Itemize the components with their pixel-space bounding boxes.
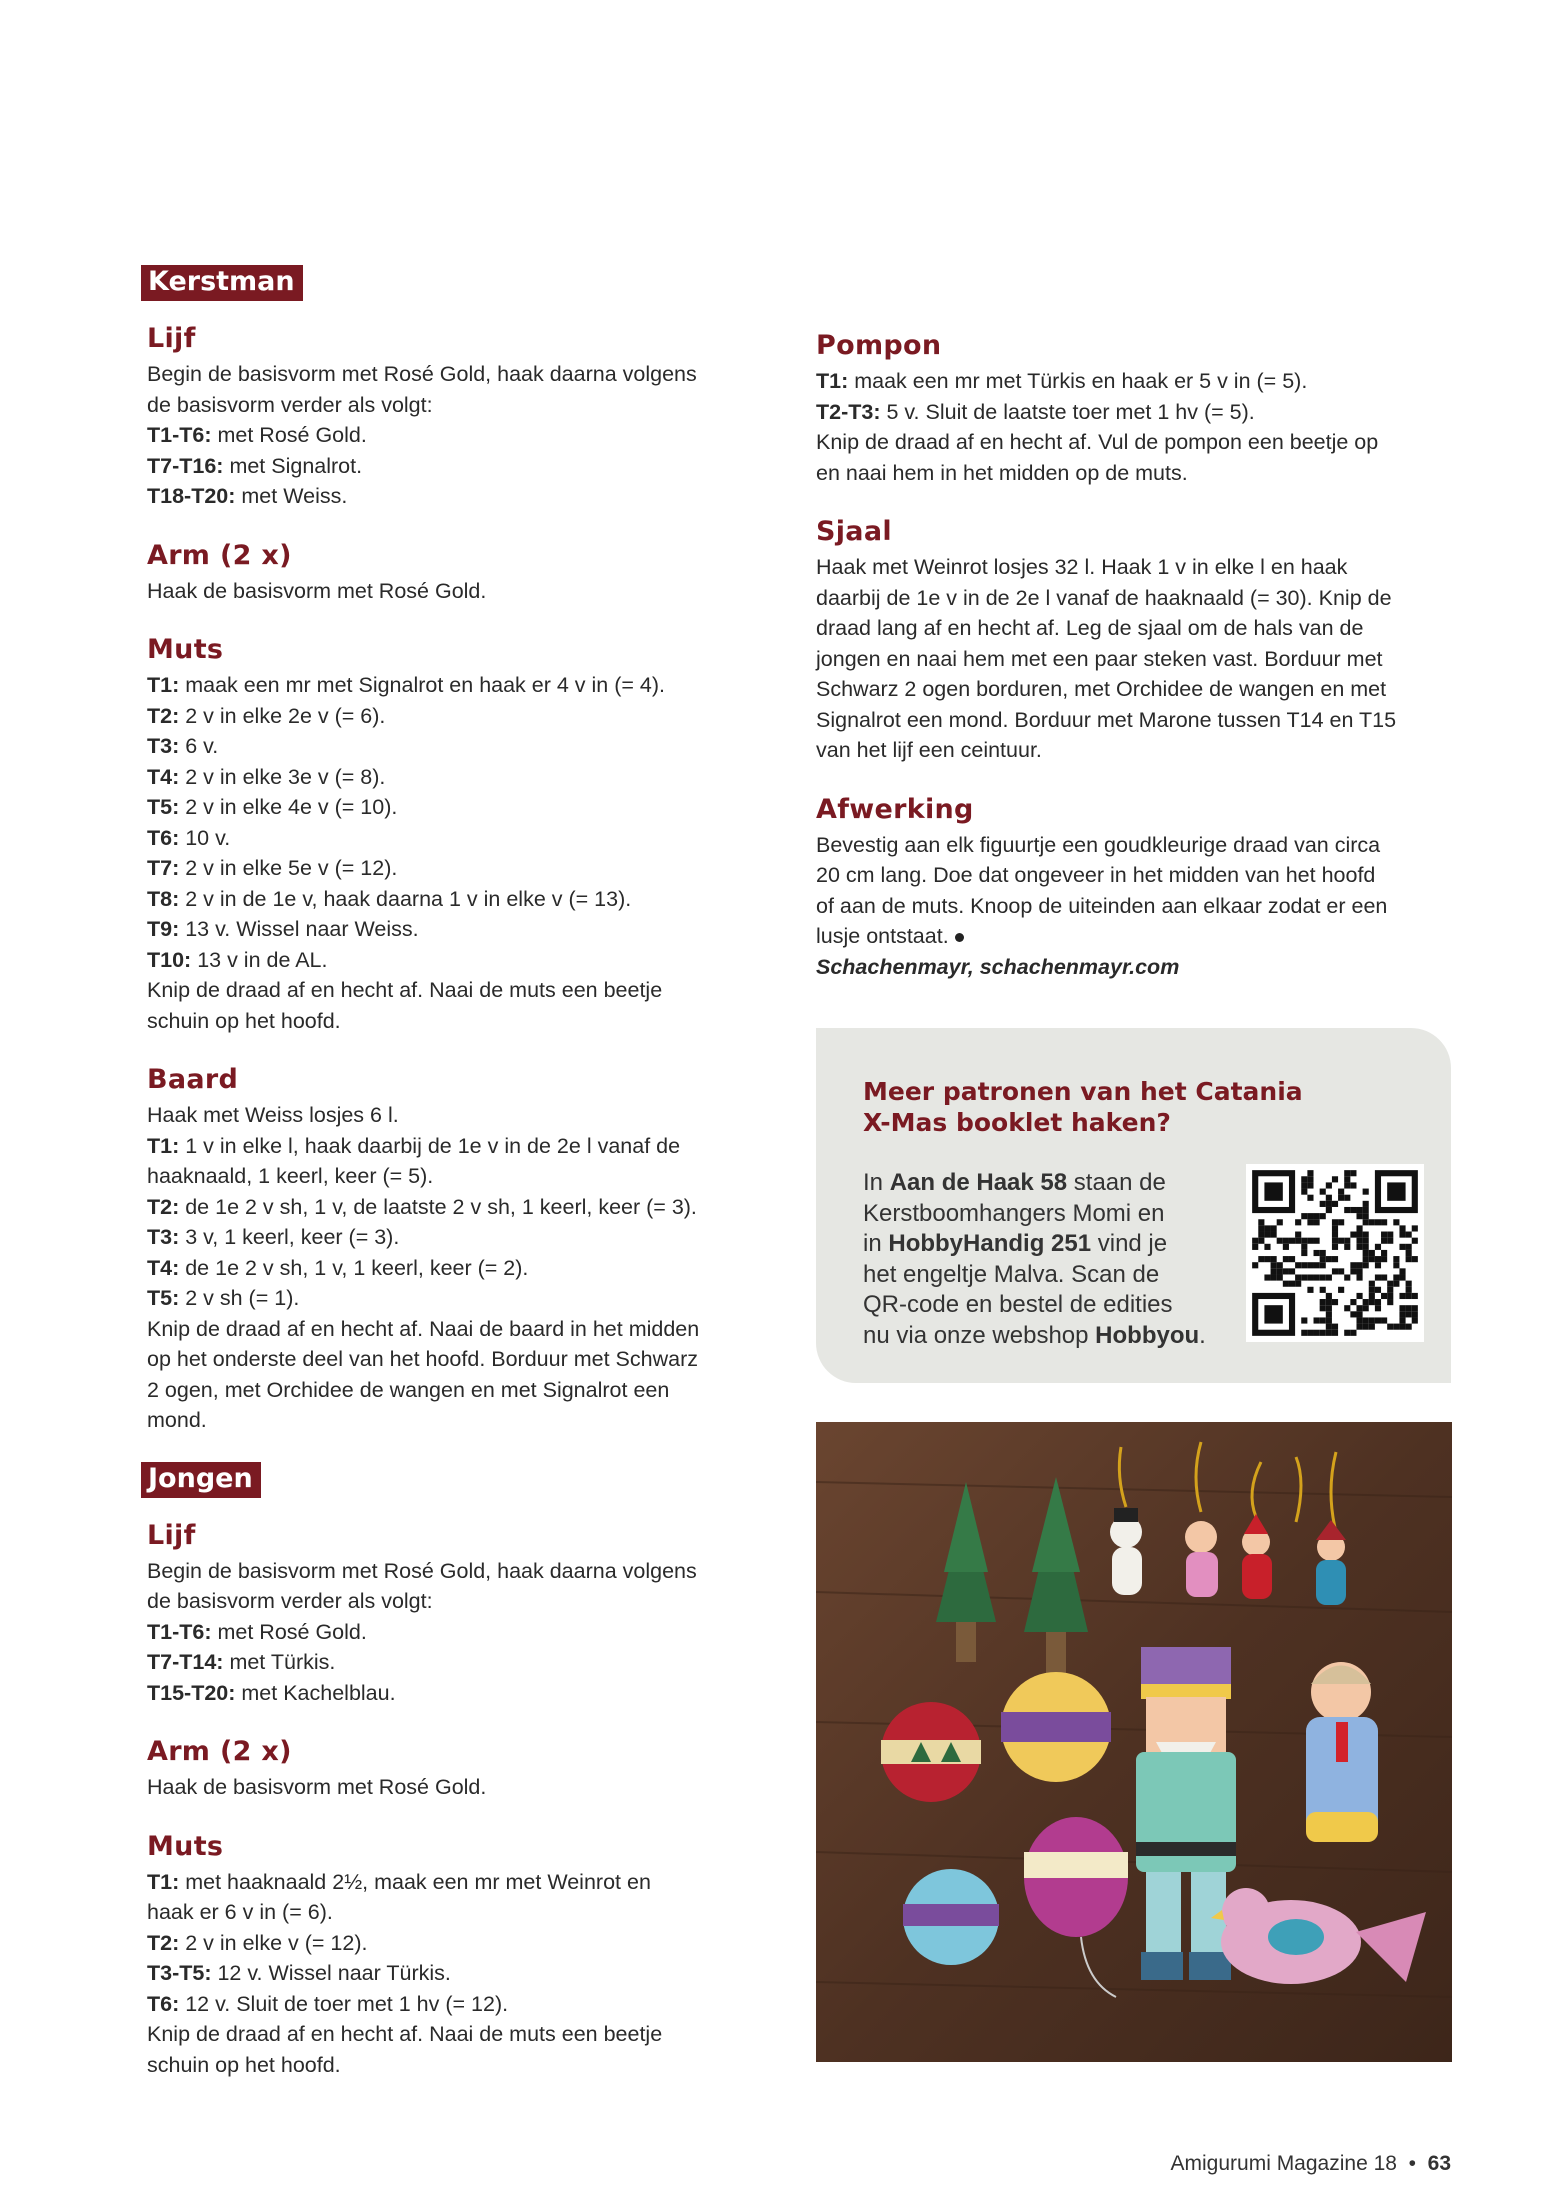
instruction-text: Bevestig aan elk figuurtje een goudkleurige draad van circa	[816, 832, 1381, 857]
instruction-text: 1 v in elke l, haak daarbij de 1e v in de 2e l vanaf de	[179, 1133, 681, 1158]
instruction-text: maak een mr met Signalrot en haak er 4 v in (= 4).	[179, 673, 666, 697]
instruction-line	[816, 705, 1456, 736]
instruction-text: Signalrot een mond. Borduur met Marone tussen T14 en T15	[816, 707, 1397, 732]
instruction-text: 10 v.	[179, 825, 231, 850]
instruction-text: haak er 6 v in (= 6).	[147, 1900, 333, 1924]
instruction-text: haaknaald, 1 keerl, keer (= 5).	[147, 1164, 434, 1188]
round-label: T4:	[147, 764, 180, 789]
round-label: T1-T6:	[147, 1619, 212, 1644]
round-label: T7:	[147, 856, 180, 880]
instruction-text: 2 ogen, met Orchidee de wangen en met Signalrot een	[147, 1377, 670, 1402]
jongen-section-lijf	[147, 1520, 767, 1709]
round-label: T2:	[147, 703, 180, 728]
instruction-line	[816, 735, 1456, 766]
instruction-text: van het lijf een ceintuur.	[816, 738, 1042, 762]
round-label: T2-T3:	[816, 399, 881, 424]
instruction-text: Haak de basisvorm met Rosé Gold.	[147, 1775, 487, 1799]
round-label: T1:	[147, 673, 180, 697]
promo-title-line2: X-Mas booklet haken?	[863, 1108, 1171, 1137]
right-section-sjaal	[816, 516, 1456, 766]
promo-link-hobbyhandig: HobbyHandig 251	[888, 1230, 1092, 1257]
instruction-line	[147, 1958, 767, 1989]
instruction-line	[147, 945, 767, 976]
instruction-text: Begin de basisvorm met Rosé Gold, haak daarna volgens	[147, 1558, 697, 1583]
instruction-text: op het onderste deel van het hoofd. Borduur met Schwarz	[147, 1347, 698, 1371]
instruction-text: 2 v sh (= 1).	[179, 1286, 300, 1310]
instruction-text: de 1e 2 v sh, 1 v, de laatste 2 v sh, 1 keerl, keer (= 3).	[179, 1194, 697, 1219]
qr-code-icon[interactable]	[1246, 1164, 1424, 1342]
right-column	[816, 330, 1456, 982]
instruction-line	[147, 1314, 767, 1345]
instruction-line	[147, 914, 767, 945]
instruction-line	[147, 1678, 767, 1709]
round-label: T1:	[147, 1869, 180, 1894]
left-column	[147, 265, 767, 2080]
jongen-sections	[147, 1520, 767, 2081]
section-heading: Arm (2 x)	[147, 539, 292, 571]
round-label: T8:	[147, 886, 180, 911]
instruction-text: mond.	[147, 1408, 207, 1432]
instruction-line	[816, 552, 1456, 583]
promo-title-line1: Meer patronen van het Catania	[863, 1077, 1303, 1106]
instruction-line	[147, 1283, 767, 1314]
round-label: T1:	[147, 1133, 180, 1158]
instruction-text: 2 v in elke v (= 12).	[179, 1930, 368, 1955]
instruction-line	[147, 1989, 767, 2020]
magazine-name: Amigurumi Magazine 18	[1170, 2152, 1397, 2175]
page-number: 63	[1427, 2152, 1451, 2175]
instruction-line	[816, 830, 1456, 861]
section-heading: Muts	[147, 634, 224, 665]
section-heading: Sjaal	[816, 516, 892, 547]
instruction-line	[147, 1161, 767, 1192]
instruction-line	[816, 891, 1456, 922]
section-heading: Afwerking	[816, 793, 974, 825]
instruction-line	[816, 427, 1456, 458]
section-heading: Muts	[147, 1830, 224, 1862]
section-heading: Lijf	[147, 323, 196, 354]
instruction-line	[147, 823, 767, 854]
page-footer	[1171, 2152, 1452, 2176]
instruction-text: Knip de draad af en hecht af. Vul de pompon een beetje op	[816, 430, 1379, 454]
instruction-line	[147, 853, 767, 884]
instruction-text: 3 v, 1 keerl, keer (= 3).	[179, 1225, 400, 1249]
round-label: T3:	[147, 734, 180, 758]
right-sections	[816, 330, 1456, 952]
instruction-text: schuin op het hoofd.	[147, 2052, 341, 2077]
promo-link-hobbyou: Hobbyou	[1095, 1321, 1200, 1349]
instruction-text: Begin de basisvorm met Rosé Gold, haak daarna volgens	[147, 362, 697, 386]
instruction-line	[816, 674, 1456, 705]
round-label: T10:	[147, 947, 192, 972]
instruction-line	[147, 1928, 767, 1959]
instruction-line	[147, 1586, 767, 1617]
instruction-text: 2 v in elke 4e v (= 10).	[179, 795, 398, 819]
instruction-line	[816, 397, 1456, 428]
instruction-line	[147, 792, 767, 823]
footer-separator: •	[1408, 2152, 1416, 2175]
round-label: T6:	[147, 825, 180, 850]
angel-ornament-small	[1185, 1521, 1218, 1597]
instruction-line	[147, 420, 767, 451]
round-label: T18-T20:	[147, 484, 236, 508]
instruction-text: met Signalrot.	[223, 453, 363, 478]
instruction-line	[147, 1100, 767, 1131]
round-label: T7-T16:	[147, 453, 224, 478]
instruction-line	[816, 613, 1456, 644]
right-section-pompon	[816, 330, 1456, 488]
instruction-line	[147, 1344, 767, 1375]
instruction-text: 20 cm lang. Doe dat ongeveer in het midden van het hoofd	[816, 863, 1376, 887]
round-label: T15-T20:	[147, 1680, 236, 1705]
instruction-text: Haak met Weiss losjes 6 l.	[147, 1103, 399, 1127]
instruction-text: jongen en naai hem met een paar steken vast. Borduur met	[816, 646, 1383, 671]
instruction-text: met Rosé Gold.	[211, 423, 367, 447]
kerstman-section-baard	[147, 1064, 767, 1436]
instruction-line	[147, 884, 767, 915]
instruction-text: Knip de draad af en hecht af. Naai de baard in het midden	[147, 1316, 700, 1341]
round-label: T6:	[147, 1991, 180, 2016]
round-label: T5:	[147, 795, 180, 819]
instruction-text: of aan de muts. Knoop de uiteinden aan elkaar zodat er een	[816, 893, 1388, 918]
angel-figure-large	[1306, 1662, 1378, 1842]
section-badge-jongen: Jongen	[141, 1462, 261, 1498]
round-label: T3:	[147, 1225, 180, 1249]
instruction-line	[816, 458, 1456, 489]
bauble-purple-yellow	[1001, 1672, 1111, 1782]
instruction-text: 6 v.	[179, 734, 219, 758]
snowman-ornament	[1110, 1508, 1142, 1595]
instruction-line	[147, 701, 767, 732]
instruction-text: met Kachelblau.	[235, 1680, 396, 1705]
instruction-line	[147, 670, 767, 701]
instruction-line	[147, 1405, 767, 1436]
instruction-text: 2 v in elke 5e v (= 12).	[179, 856, 398, 880]
kerstman-section-arm-2-x	[147, 540, 767, 607]
instruction-text: daarbij de 1e v in de 2e l vanaf de haaknaald (= 30). Knip de	[816, 585, 1392, 610]
instruction-text: 2 v in de 1e v, haak daarna 1 v in elke v (= 13).	[179, 886, 632, 911]
jongen-section-arm-2-x	[147, 1736, 767, 1803]
instruction-line	[816, 366, 1456, 397]
instruction-line	[816, 583, 1456, 614]
kerstman-sections	[147, 323, 767, 1436]
end-bullet-icon	[955, 933, 964, 942]
instruction-line	[816, 921, 1456, 952]
instruction-text: Haak met Weinrot losjes 32 l. Haak 1 v in elke l en haak	[816, 555, 1348, 579]
instruction-line	[147, 2019, 767, 2050]
instruction-line	[147, 451, 767, 482]
instruction-line	[147, 1253, 767, 1284]
instruction-text: 13 v in de AL.	[191, 947, 328, 972]
instruction-text: de basisvorm verder als volgt:	[147, 1589, 433, 1613]
instruction-line	[816, 644, 1456, 675]
instruction-line	[147, 1222, 767, 1253]
instruction-text: 2 v in elke 3e v (= 8).	[179, 764, 386, 789]
section-badge-kerstman: Kerstman	[141, 265, 303, 301]
instruction-text: 5 v. Sluit de laatste toer met 1 hv (= 5).	[880, 399, 1255, 424]
instruction-text: draad lang af en hecht af. Leg de sjaal om de hals van de	[816, 616, 1364, 640]
kerstman-section-lijf	[147, 323, 767, 512]
instruction-text: met haaknaald 2½, maak een mr met Weinrot en	[179, 1869, 651, 1894]
instruction-text: met Rosé Gold.	[211, 1619, 367, 1644]
instruction-line	[147, 1006, 767, 1037]
instruction-line	[147, 1897, 767, 1928]
round-label: T5:	[147, 1286, 180, 1310]
round-label: T7-T14:	[147, 1650, 224, 1674]
credit-line: Schachenmayr, schachenmayr.com	[816, 954, 1180, 979]
instruction-line	[147, 1375, 767, 1406]
section-heading: Baard	[147, 1064, 239, 1095]
kerstman-section-muts	[147, 634, 767, 1036]
right-section-afwerking	[816, 794, 1456, 952]
instruction-text: Haak de basisvorm met Rosé Gold.	[147, 578, 487, 603]
round-label: T9:	[147, 917, 180, 941]
instruction-text: Knip de draad af en hecht af. Naai de muts een beetje	[147, 978, 663, 1002]
instruction-line	[147, 1772, 767, 1803]
instruction-line	[147, 1131, 767, 1162]
round-label: T3-T5:	[147, 1961, 212, 1985]
promo-box	[816, 1028, 1451, 1383]
round-label: T2:	[147, 1930, 180, 1955]
bauble-red	[881, 1702, 981, 1802]
round-label: T4:	[147, 1255, 180, 1280]
instruction-line	[147, 1867, 767, 1898]
instruction-line	[147, 390, 767, 421]
round-label: T1:	[816, 369, 849, 393]
instruction-line	[147, 359, 767, 390]
round-label: T2:	[147, 1194, 180, 1219]
section-heading: Lijf	[147, 1519, 196, 1551]
instruction-text: lusje ontstaat.	[816, 924, 949, 948]
instruction-text: Knip de draad af en hecht af. Naai de muts een beetje	[147, 2022, 663, 2046]
instruction-text: maak een mr met Türkis en haak er 5 v in (= 5).	[848, 369, 1308, 393]
instruction-text: 13 v. Wissel naar Weiss.	[179, 917, 419, 941]
instruction-line	[147, 975, 767, 1006]
instruction-line	[147, 1192, 767, 1223]
instruction-text: 12 v. Wissel naar Türkis.	[211, 1961, 451, 1985]
instruction-text: 12 v. Sluit de toer met 1 hv (= 12).	[179, 1991, 509, 2016]
instruction-text: met Türkis.	[223, 1650, 336, 1674]
crochet-ornaments-photo	[816, 1422, 1452, 2062]
instruction-text: schuin op het hoofd.	[147, 1008, 341, 1033]
section-heading: Pompon	[816, 330, 942, 361]
section-heading: Arm (2 x)	[147, 1736, 292, 1767]
instruction-line	[147, 576, 767, 607]
round-label: T1-T6:	[147, 423, 212, 447]
instruction-line	[147, 481, 767, 512]
instruction-text: Schwarz 2 ogen borduren, met Orchidee de wangen en met	[816, 677, 1387, 701]
instruction-line	[147, 731, 767, 762]
instruction-text: en naai hem in het midden op de muts.	[816, 460, 1188, 485]
instruction-line	[147, 762, 767, 793]
instruction-line	[147, 2050, 767, 2081]
instruction-text: de 1e 2 v sh, 1 v, 1 keerl, keer (= 2).	[179, 1255, 529, 1280]
instruction-line	[147, 1556, 767, 1587]
instruction-line	[816, 860, 1456, 891]
instruction-line	[147, 1647, 767, 1678]
instruction-text: 2 v in elke 2e v (= 6).	[179, 703, 386, 728]
promo-text: In Aan de Haak 58 staan de Kerstboomhangers Momi en in HobbyHandig 251 vind je het engeltje Malva. Scan de QR-code en bestel de edities nu via onze webshop Hobbyou.	[863, 1169, 1206, 1349]
bauble-blue	[903, 1869, 999, 1965]
instruction-text: met Weiss.	[235, 484, 348, 508]
instruction-text: de basisvorm verder als volgt:	[147, 392, 433, 417]
instruction-line	[147, 1617, 767, 1648]
promo-title	[863, 1076, 1383, 1138]
promo-link-aan-de-haak: Aan de Haak 58	[889, 1169, 1068, 1196]
jongen-section-muts	[147, 1831, 767, 2081]
